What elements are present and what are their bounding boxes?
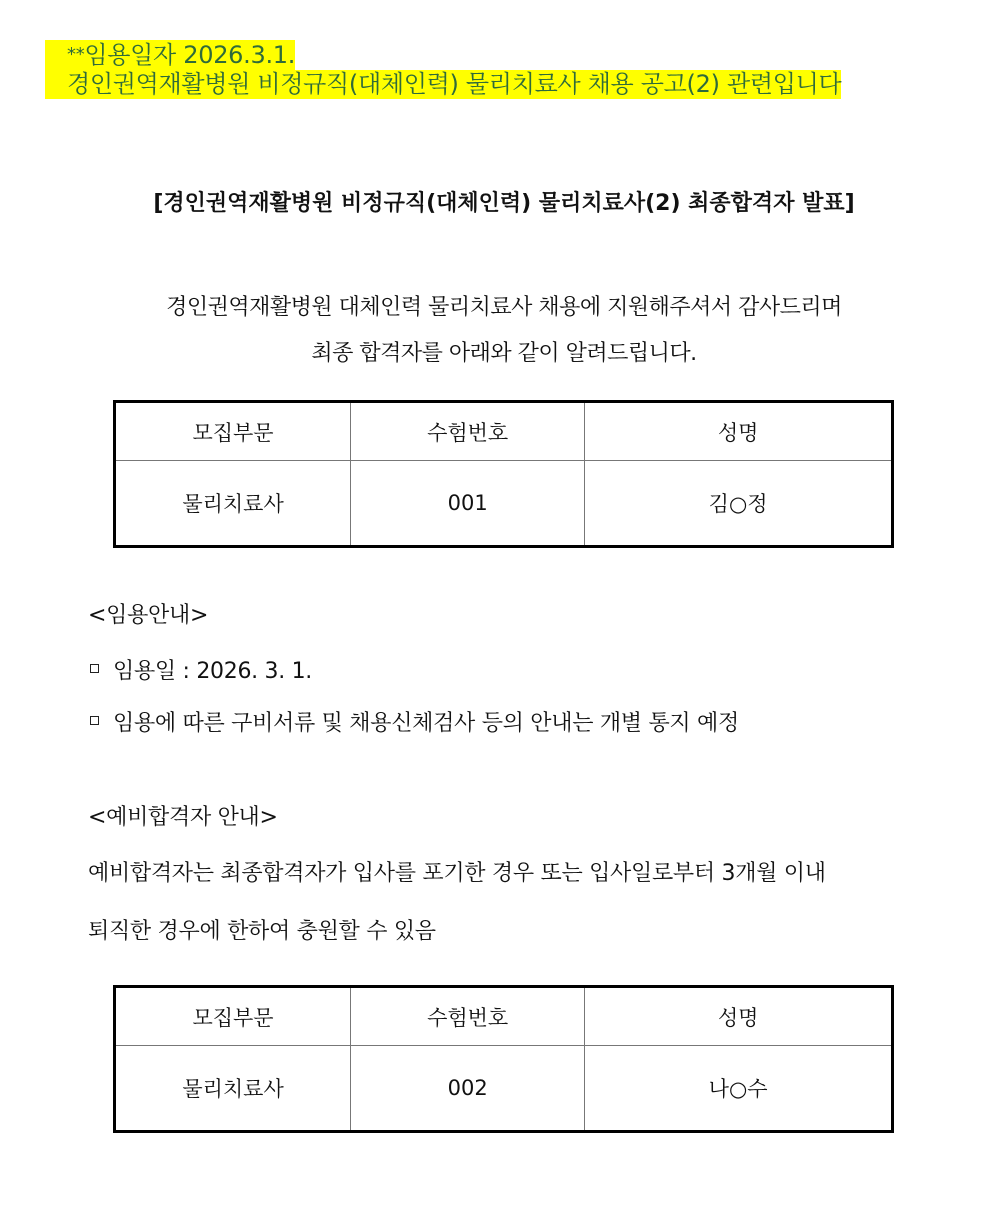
table-header-row xyxy=(115,402,893,461)
cell-department: 물리치료사 xyxy=(115,461,351,547)
appointment-bullet-2 xyxy=(88,706,739,737)
table-row xyxy=(115,461,893,547)
header-exam-number: 수험번호 xyxy=(351,987,585,1046)
notice-line-2: 경인권역재활병원 비정규직(대체인력) 물리치료사 채용 공고(2) 관련입니다 xyxy=(45,70,841,99)
square-bullet-icon xyxy=(90,664,99,673)
intro-paragraph xyxy=(0,285,1008,377)
stars-marker: ** xyxy=(67,44,85,65)
notice-line-1 xyxy=(45,40,295,70)
reserve-line-2: 퇴직한 경우에 한하여 충원할 수 있음 xyxy=(88,919,436,944)
header-department: 모집부문 xyxy=(115,402,351,461)
header-name: 성명 xyxy=(585,402,893,461)
bullet-text: 임용일 : 2026. 3. 1. xyxy=(113,659,313,684)
cell-name: 나○수 xyxy=(585,1046,893,1132)
final-passers-table xyxy=(113,400,894,548)
header-exam-number: 수험번호 xyxy=(351,402,585,461)
cell-exam-number: 002 xyxy=(351,1046,585,1132)
appointment-bullet-1 xyxy=(88,654,312,685)
intro-line-1: 경인권역재활병원 대체인력 물리치료사 채용에 지원해주셔서 감사드리며 xyxy=(166,295,842,320)
intro-line-2: 최종 합격자를 아래와 같이 알려드립니다. xyxy=(311,341,697,366)
appointment-heading: <임용안내> xyxy=(88,603,209,628)
header-department: 모집부문 xyxy=(115,987,351,1046)
cell-exam-number: 001 xyxy=(351,461,585,547)
page-title: [경인권역재활병원 비정규직(대체인력) 물리치료사(2) 최종합격자 발표] xyxy=(153,191,855,216)
bullet-text: 임용에 따른 구비서류 및 채용신체검사 등의 안내는 개별 통지 예정 xyxy=(113,711,739,736)
table-row xyxy=(115,1046,893,1132)
cell-name: 김○정 xyxy=(585,461,893,547)
reserve-line-1: 예비합격자는 최종합격자가 입사를 포기한 경우 또는 입사일로부터 3개월 이내 xyxy=(88,861,826,886)
highlighted-notice xyxy=(45,40,841,99)
header-name: 성명 xyxy=(585,987,893,1046)
cell-department: 물리치료사 xyxy=(115,1046,351,1132)
reserve-heading: <예비합격자 안내> xyxy=(88,805,278,830)
table-header-row xyxy=(115,987,893,1046)
notice-appointment-date: 임용일자 2026.3.1. xyxy=(84,41,296,69)
reserve-passers-table xyxy=(113,985,894,1133)
square-bullet-icon xyxy=(90,716,99,725)
